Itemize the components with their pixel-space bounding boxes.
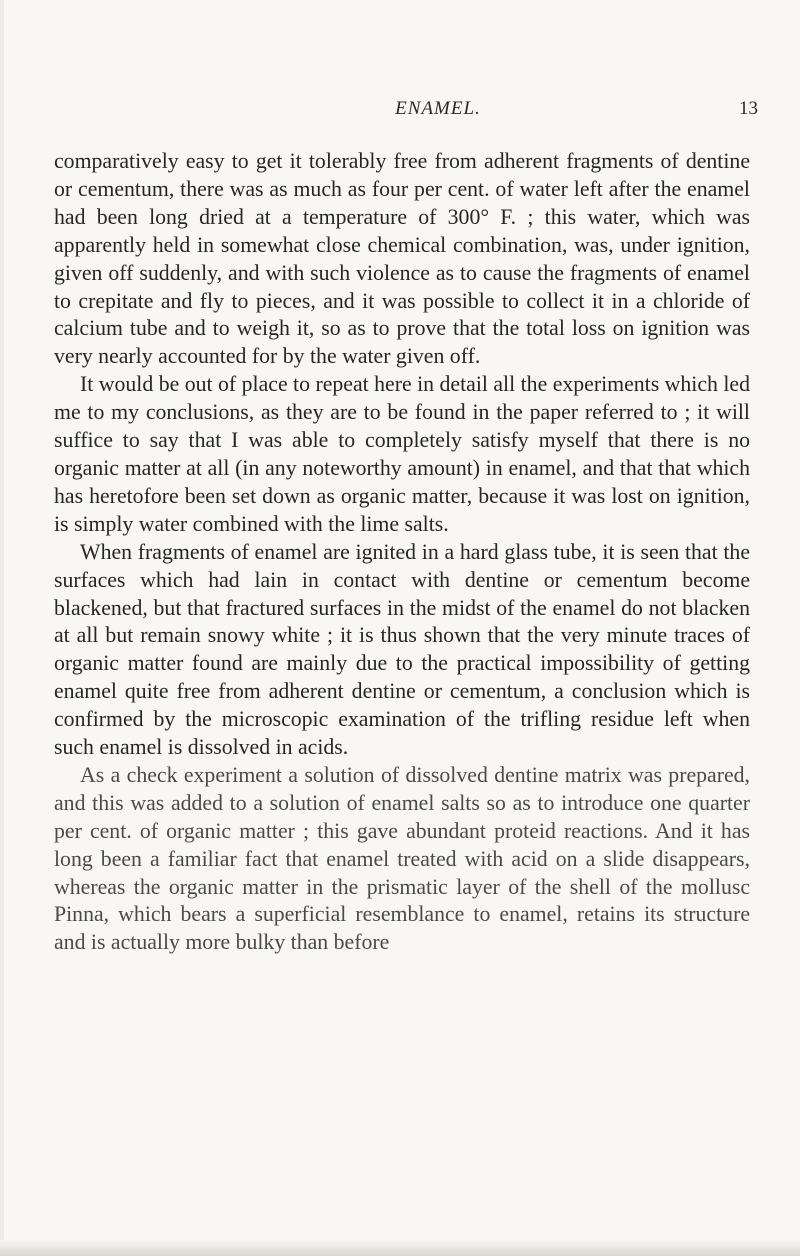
page-header xyxy=(118,98,758,128)
paragraph: comparatively easy to get it tolerably free from adherent fragments of dentine or cementum, there was as much as four per cent. of water left after the enamel had been long dried at a temperature of 300° F. ; this water, which was apparently held in somewhat close chemical combination, was, under ignition, given off suddenly, and with such violence as to cause the fragments of enamel to crepitate and fly to pieces, and it was possible to collect it in a chloride of calcium tube and to weigh it, so as to prove that the total loss on ignition was very nearly accounted for by the water given off. xyxy=(54,149,750,369)
body-text xyxy=(54,148,750,957)
paragraph: As a check experiment a solution of dissolved dentine matrix was prepared, and this was added to a solution of enamel salts so as to introduce one quarter per cent. of organic matter ; this gave abundant proteid reactions. And it has long been a familiar fact that enamel treated with acid on a slide disappears, whereas the organic matter in the prismatic layer of the shell of the mollusc Pinna, which bears a superficial resemblance to enamel, retains its structure and is actually more bulky than before xyxy=(54,762,750,955)
paragraph: When fragments of enamel are ignited in a hard glass tube, it is seen that the surfaces which had lain in contact with dentine or cementum become blackened, but that fractured surfaces in the midst of the enamel do not blacken at all but remain snowy white ; it is thus shown that the very minute traces of organic matter found are mainly due to the practical impossibility of getting enamel quite free from adherent dentine or cementum, a conclusion which is confirmed by the microscopic examination of the trifling residue left when such enamel is dissolved in acids. xyxy=(54,539,750,760)
running-title: ENAMEL. xyxy=(395,98,481,119)
page-left-edge xyxy=(0,0,4,1256)
page-number: 13 xyxy=(739,98,758,119)
paragraph: It would be out of place to repeat here in detail all the experiments which led me to my conclusions, as they are to be found in the paper referred to ; it will suffice to say that I was able to completely satisfy myself that there is no organic matter at all (in any noteworthy amount) in enamel, and that that which has heretofore been set down as organic matter, because it was lost on ignition, is simply water combined with the lime salts. xyxy=(54,372,751,536)
page-bottom-edge xyxy=(0,1240,800,1256)
